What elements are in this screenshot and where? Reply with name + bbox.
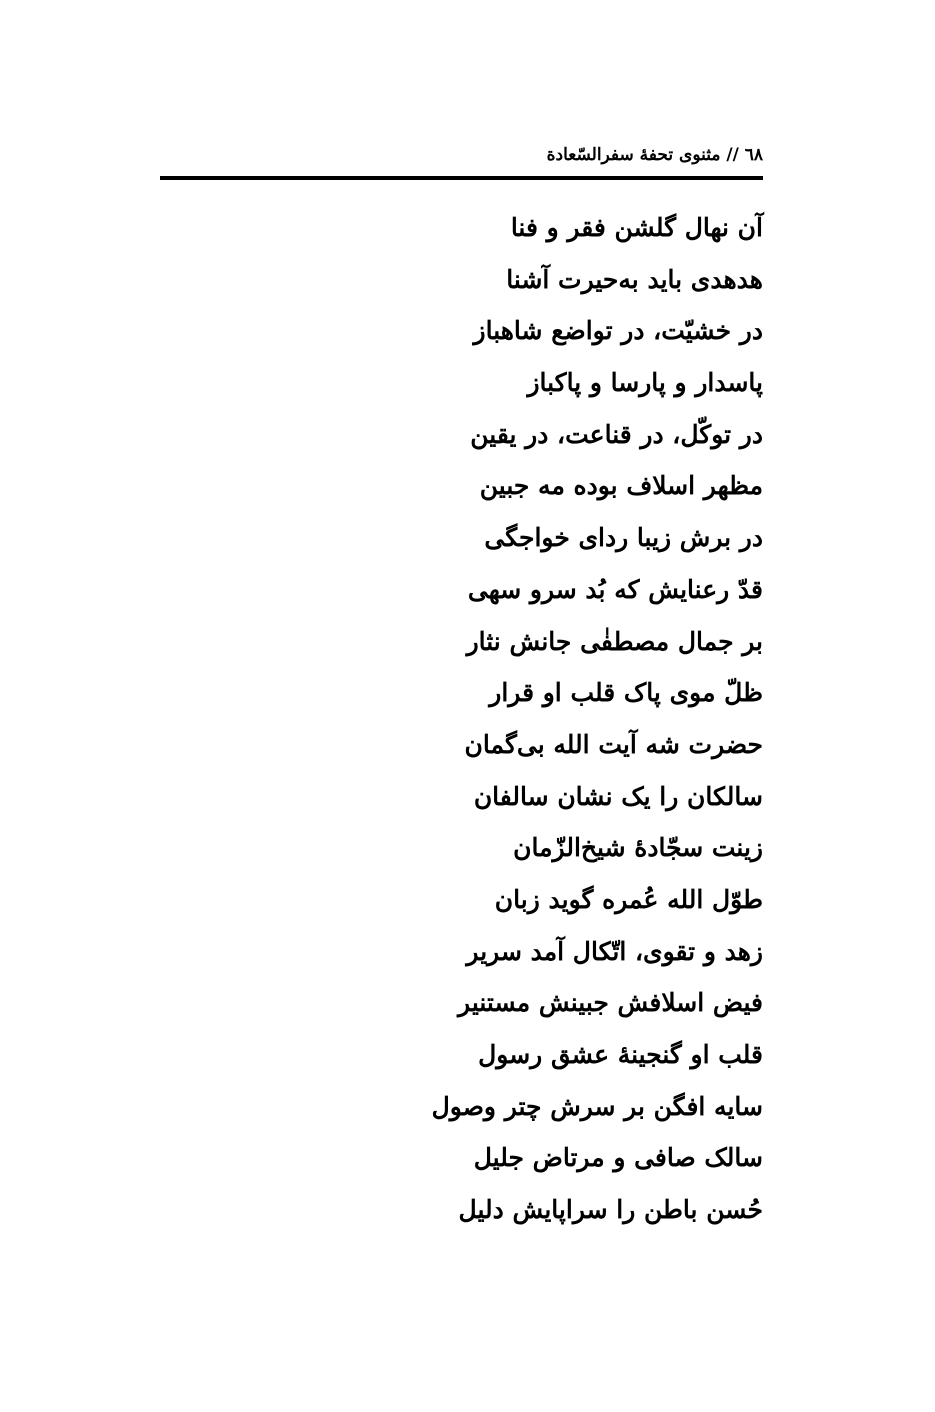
verse-line: حُسن باطن را سراپایش دلیل [458,1195,763,1225]
verse-line: ظلّ موی پاک قلب او قرار [489,678,763,708]
verse-line: در برش زیبا ردای خواجگی [484,523,763,553]
verse-line: پاسدار و پارسا و پاکباز [527,368,763,398]
verse-line: فیض اسلافش جبینش مستنیر [458,988,763,1018]
verse-line: زینت سجّادهٔ شیخ‌الزّمان [513,833,763,863]
verse-line: قلب او گنجینهٔ عشق رسول [478,1040,763,1069]
verse-line: سالکان را یک نشان سالفان [473,781,763,811]
verse-line: هدهدی باید به‌حیرت آشنا [506,264,763,294]
header-rule [160,176,763,180]
verse-line: در توکّل، در قناعت، در یقین [470,419,763,449]
verse-line: در خشیّت، در تواضع شاهباز [473,316,763,346]
verse-line: مظهر اسلاف بوده مه جبین [479,471,763,501]
verse-line: قدّ رعنایش که بُد سرو سهی [467,574,763,604]
verse-line: طوّل الله عُمره گوید زبان [494,884,763,914]
verse-line: آن نهال گلشن فقر و فنا [510,213,763,242]
verse-line: سایه افگن بر سرش چتر وصول [431,1091,763,1121]
verse-line: بر جمال مصطفٰی جانش نثار [466,626,763,656]
poem-body [160,202,763,1236]
verse-line: حضرت شه آیت الله بی‌گمان [464,729,763,759]
verse-line: سالک صافی و مرتاض جلیل [473,1143,763,1173]
verse-line: زهد و تقوی، اتّکال آمد سریر [466,936,763,966]
running-header: ٦٨ // مثنوی تحفهٔ سفرالسّعادة [546,145,763,165]
